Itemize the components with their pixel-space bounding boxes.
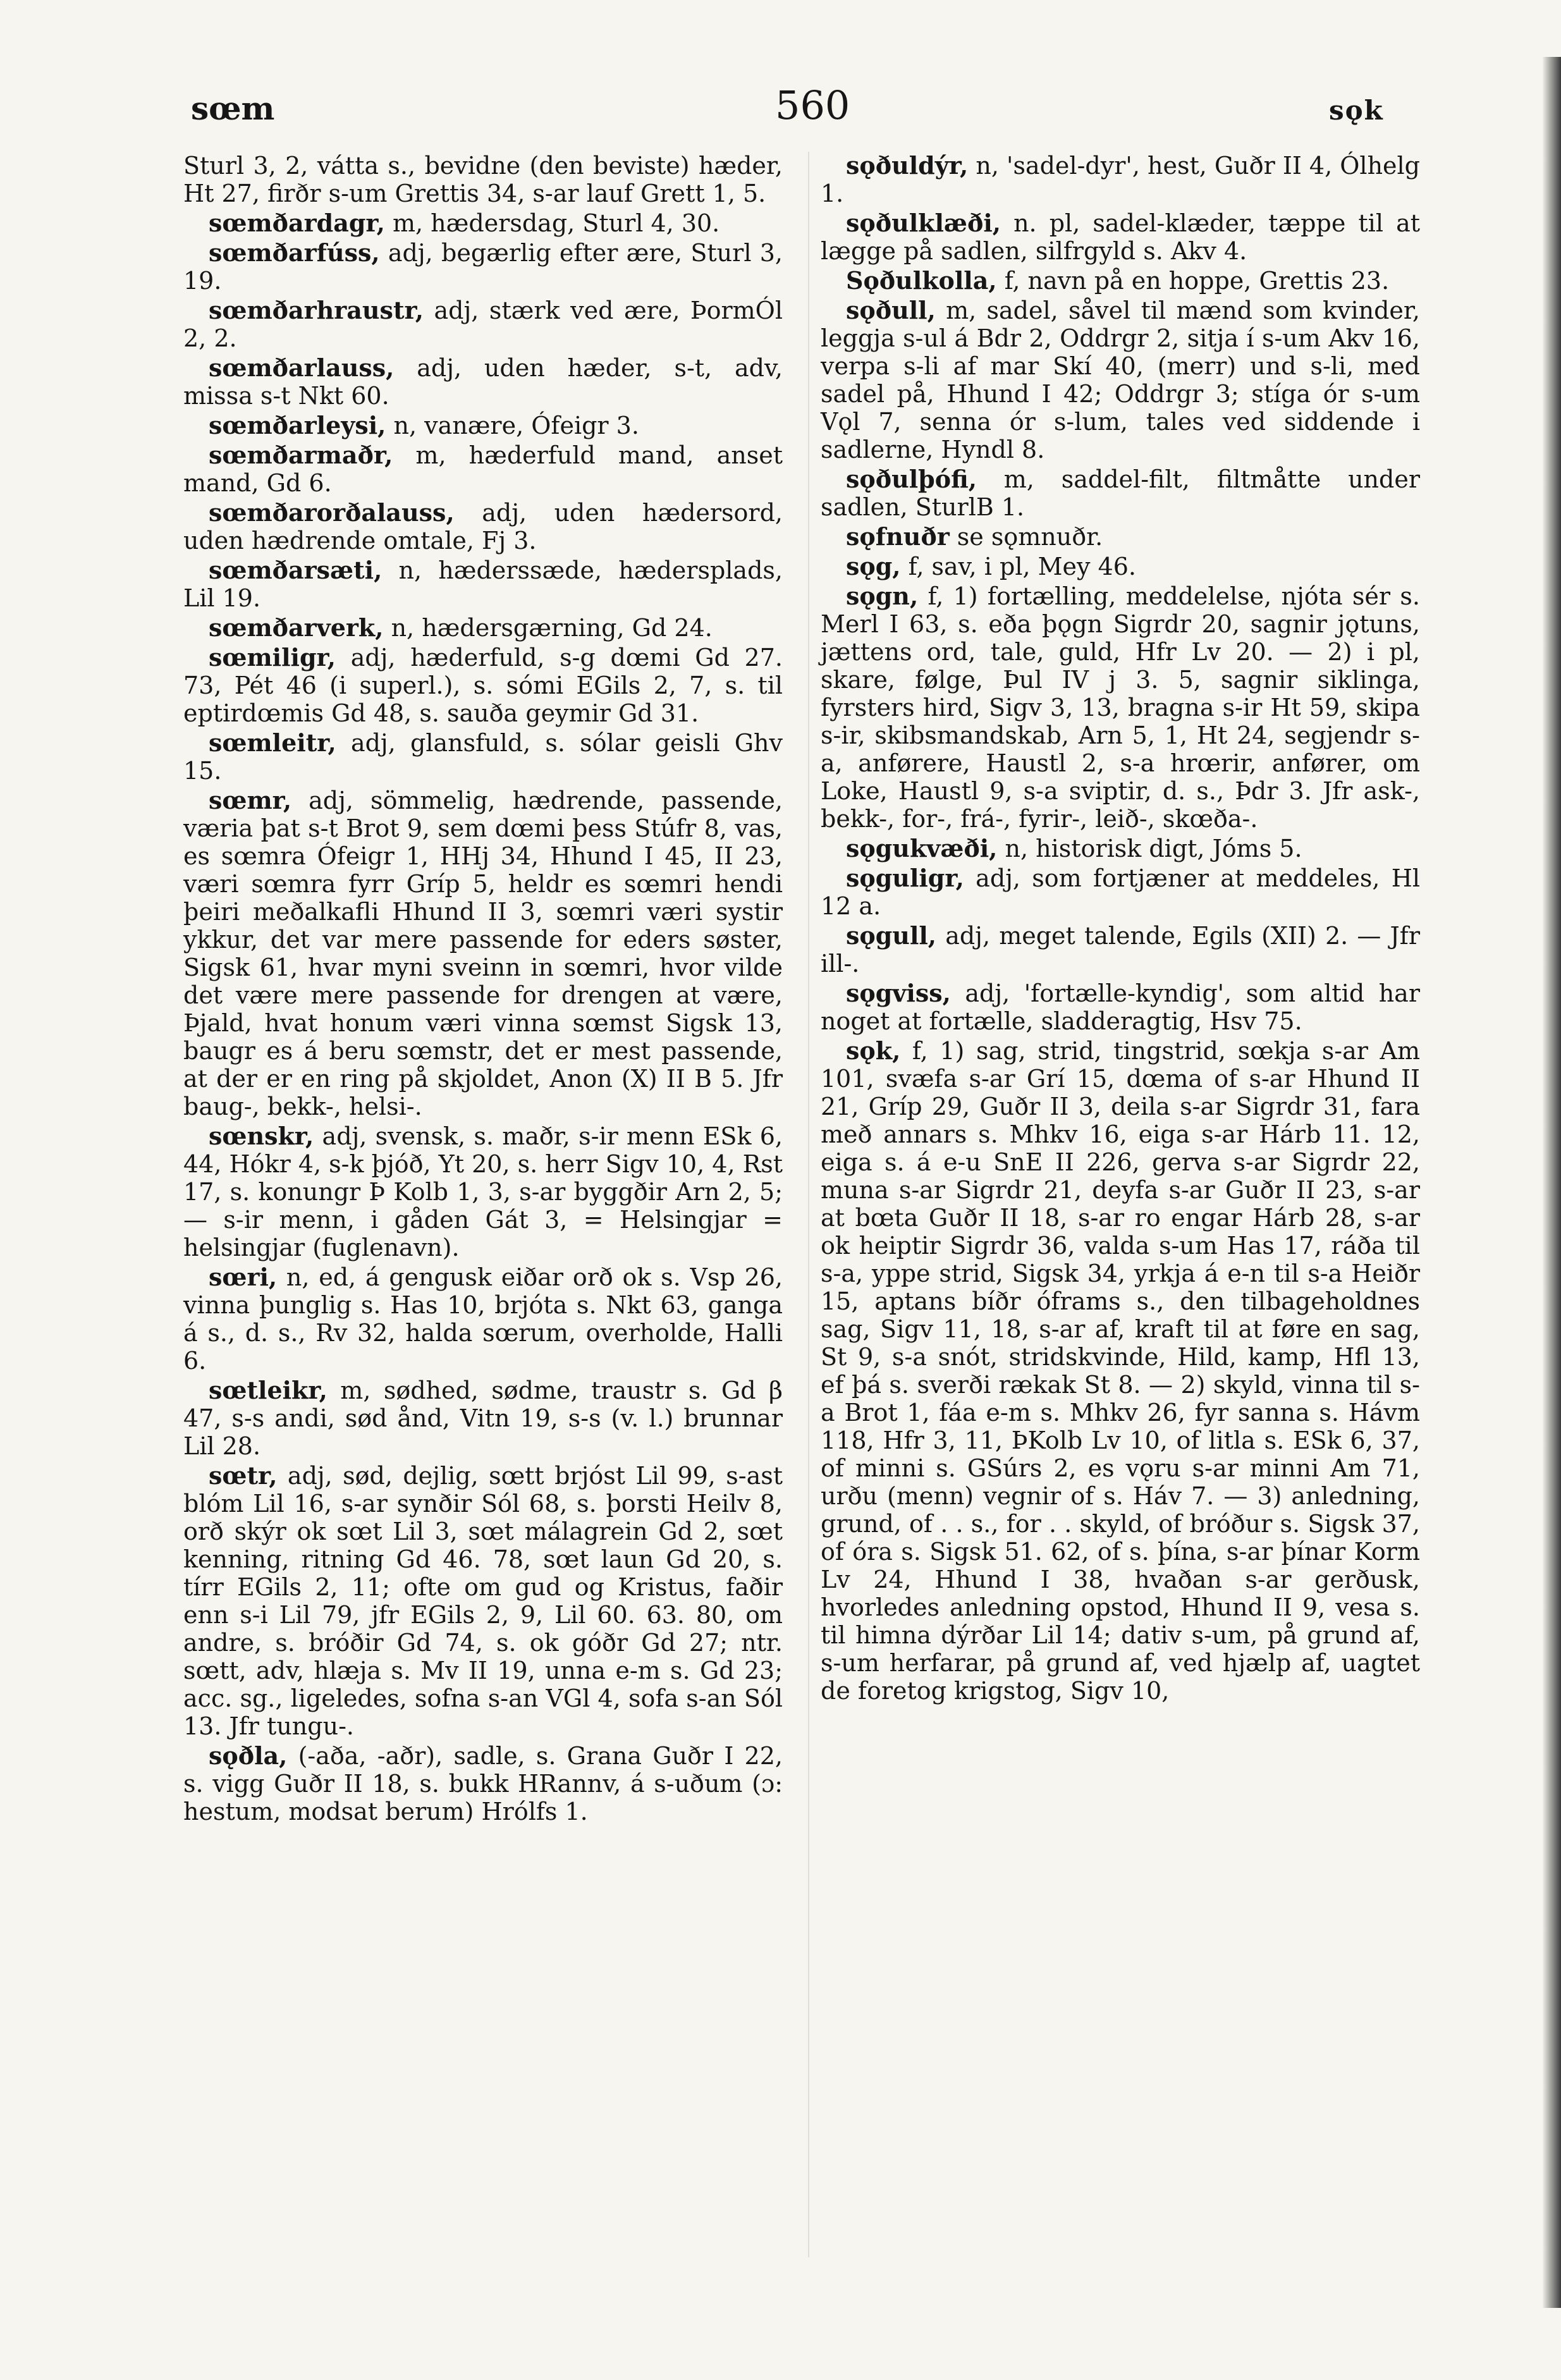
dictionary-entry (821, 864, 1420, 920)
entry-text: n, hæderssæde, hædersplads, Lil 19. (183, 556, 783, 612)
dictionary-entry (183, 644, 783, 727)
dictionary-entry (183, 1462, 783, 1740)
dictionary-entry (821, 152, 1420, 207)
right-column (821, 152, 1420, 1707)
entry-text: f, sav, i pl, Mey 46. (900, 553, 1137, 580)
entry-headword: sœmiligr, (209, 643, 336, 672)
entry-text: se sǫmnuðr. (949, 523, 1103, 551)
dictionary-entry (183, 152, 783, 207)
entry-headword: sœmðarorðalauss, (209, 498, 455, 527)
entry-text: adj, glansfuld, s. sólar geisli Ghv 15. (183, 729, 783, 785)
entry-text: adj, begærlig efter ære, Sturl 3, 19. (183, 239, 783, 295)
entry-text: n, historisk digt, Jóms 5. (997, 835, 1302, 862)
entry-text: adj, sömmelig, hædrende, passende, væria þat s-t Brot 9, sem dœmi þess Stúfr 8, vas, es sœmra Ófeigr 1, HHj 34, Hhund I 45, II 23, væri sœmra fyrr Gríp 5, heldr es sœmri hendi þeiri meðalkafli Hhund II 3, sœmri væri systir ykkur, det var mere passende for eders søster, Sigsk 61, hvar myni sveinn in sœmri, hvor vilde det være mere passende for drengen at være, Þjald, hvat honum væri vinna sœmst Sigsk 13, baugr es á beru sœmstr, det er mest passende, at der er en ring på skjoldet, Anon (X) II B 5. Jfr baug-, bekk-, helsi-. (183, 787, 783, 1120)
entry-text: (-aða, -aðr), sadle, s. Grana Guðr I 22, s. vigg Guðr II 18, s. bukk HRannv, á s-uðum (ɔ: hestum, modsat berum) Hrólfs 1. (183, 1742, 783, 1825)
dictionary-entry (183, 1742, 783, 1825)
entry-headword: sœri, (209, 1263, 278, 1291)
dictionary-entry (821, 209, 1420, 265)
dictionary-entry (183, 499, 783, 555)
entry-headword: sǫðla, (209, 1741, 288, 1770)
entry-headword: sœmleitr, (209, 728, 336, 757)
dictionary-entry (183, 787, 783, 1120)
entry-headword: sœmðarverk, (209, 613, 384, 642)
dictionary-entry (821, 553, 1420, 580)
right-guide-word: sǫk (1329, 95, 1384, 126)
entry-text: m, hæderfuld mand, anset mand, Gd 6. (183, 441, 783, 497)
page-edge-shadow (1543, 57, 1561, 2308)
entry-headword: sǫðulklæði, (846, 209, 1001, 237)
entry-text: m, saddel-filt, filtmåtte under sadlen, SturlB 1. (821, 465, 1420, 521)
page-number: 560 (775, 82, 850, 128)
entry-headword: sœnskr, (209, 1122, 314, 1150)
entry-headword: sœmðardagr, (209, 209, 385, 237)
entry-headword: sǫgukvæði, (846, 834, 998, 862)
entry-text: m, sadel, såvel til mænd som kvinder, leggja s-ul á Bdr 2, Oddrgr 2, sitja í s-um Akv 16, verpa s-li af mar Skí 40, (merr) und s-li, med sadel på, Hhund I 42; Oddrgr 3; stíga ór s-um Vǫl 7, senna ór s-lum, tales ved siddende i sadlerne, Hyndl 8. (821, 297, 1420, 463)
dictionary-entry (821, 465, 1420, 521)
entry-text: adj, meget talende, Egils (XII) 2. — Jfr ill-. (821, 922, 1420, 978)
entry-headword: sǫðull, (846, 296, 936, 324)
entry-text: adj, uden hæder, s-t, adv, missa s-t Nkt 60. (183, 354, 783, 410)
entry-headword: sœmðarmaðr, (209, 441, 393, 469)
dictionary-entry (183, 1263, 783, 1375)
entry-text: adj, svensk, s. maðr, s-ir menn ESk 6, 44, Hókr 4, s-k þjóð, Yt 20, s. herr Sigv 10, 4, Rst 17, s. konungr Þ Kolb 1, 3, s-ar byggðir Arn 2, 5; — s-ir menn, i gåden Gát 3, = Helsingjar = helsingjar (fuglenavn). (183, 1122, 783, 1261)
dictionary-entry (183, 412, 783, 439)
dictionary-entry (821, 979, 1420, 1035)
left-column (183, 152, 783, 1827)
entry-headword: sœmðarsæti, (209, 556, 383, 584)
dictionary-entry (183, 1377, 783, 1460)
dictionary-entry (821, 523, 1420, 551)
dictionary-entry (183, 209, 783, 237)
column-gutter (808, 152, 809, 2257)
dictionary-entry (183, 239, 783, 295)
entry-text: f, 1) fortælling, meddelelse, njóta sér s. Merl I 63, s. eða þǫgn Sigrdr 20, sagnir jǫtuns, jættens ord, tale, guld, Hfr Lv 20. — 2) i pl, skare, følge, Þul IV j 3. 5, sagnir siklinga, fyrsters hird, Sigv 3, 13, bragna s-ir Ht 59, skipa s-ir, skibsmandskab, Arn 5, 1, Ht 24, segjendr s-a, anførere, Haustl 2, s-a hrœrir, anfører, om Loke, Haustl 9, s-a sviptir, d. s., Þdr 3. Jfr ask-, bekk-, for-, frá-, fyrir-, leið-, skœða-. (821, 582, 1420, 833)
entry-text: adj, hæderfuld, s-g dœmi Gd 27. 73, Pét 46 (i superl.), s. sómi EGils 2, 7, s. til eptirdœmis Gd 48, s. sauða geymir Gd 31. (183, 644, 783, 727)
entry-headword: sœmðarhraustr, (209, 296, 424, 324)
page-header (0, 82, 1561, 139)
entry-text: n, vanære, Ófeigr 3. (386, 412, 639, 439)
entry-text: adj, sød, dejlig, sœtt brjóst Lil 99, s-ast blóm Lil 16, s-ar synðir Sól 68, s. þorsti Heilv 8, orð skýr ok sœt Lil 3, sœt málagrein Gd 2, sœt kenning, ritning Gd 46. 78, sœt laun Gd 20, s. tírr EGils 2, 11; ofte om gud og Kristus, faðir enn s-i Lil 79, jfr EGils 2, 9, Lil 60. 63. 80, om andre, s. bróðir Gd 74, s. ok góðr Gd 27; ntr. sœtt, adv, hlæja s. Mv II 19, unna e-m s. Gd 23; acc. sg., ligeledes, sofna s-an VGl 4, sofa s-an Sól 13. Jfr tungu-. (183, 1462, 783, 1740)
entry-headword: sœmðarfúss, (209, 238, 380, 267)
dictionary-entry (183, 297, 783, 352)
dictionary-entry (821, 1037, 1420, 1705)
dictionary-entry (183, 614, 783, 642)
dictionary-entry (183, 441, 783, 497)
dictionary-entry (183, 354, 783, 410)
dictionary-entry (821, 582, 1420, 833)
entry-text: adj, som fortjæner at meddeles, Hl 12 a. (821, 864, 1420, 920)
dictionary-entry (183, 729, 783, 785)
entry-text: n. pl, sadel-klæder, tæppe til at lægge på sadlen, silfrgyld s. Akv 4. (821, 209, 1420, 265)
entry-headword: sǫg, (846, 552, 901, 580)
dictionary-entry (821, 267, 1420, 295)
entry-text: f, 1) sag, strid, tingstrid, sœkja s-ar Am 101, svæfa s-ar Grí 15, dœma of s-ar Hhund II 21, Gríp 29, Guðr II 3, deila s-ar Sigrdr 31, fara með annars s. Mhkv 16, eiga s-ar Hárb 11. 12, eiga s. á e-u SnE II 226, gerva s-ar Sigrdr 22, muna s-ar Sigrdr 21, deyfa s-ar Guðr II 23, s-ar at bœta Guðr II 18, s-ar ro engar Hárb 28, s-ar ok heiptir Sigrdr 36, valda s-um Has 17, ráða til s-a, yppe strid, Sigsk 34, yrkja á e-n til s-a Heiðr 15, aptans bíðr óframs s., den tilbageholdnes sag, Sigv 11, 18, s-ar af, kraft til at føre en sag, St 9, s-a snót, stridskvinde, Hild, kamp, Hfl 13, ef þá s. sverði rækak St 8. — 2) skyld, vinna til s-a Brot 1, fáa e-m s. Mhkv 26, fyr sanna s. Hávm 118, Hfr 3, 11, ÞKolb Lv 10, of litla s. ESk 6, 37, of minni s. GSúrs 2, es vǫru s-ar minni Am 71, urðu (menn) vegnir of s. Háv 7. — 3) anledning, grund, of . . s., for . . skyld, of bróður s. Sigsk 37, of óra s. Sigsk 51. 62, of s. þína, s-ar þínar Korm Lv 24, Hhund I 38, hvaðan s-ar gerðusk, hvorledes anledning opstod, Hhund II 9, vesa s. til himna dýrðar Lil 14; dativ s-um, på grund af, s-um herfarar, på grund af, ved hjælp af, uagtet de foretog krigstog, Sigv 10, (821, 1037, 1420, 1705)
entry-headword: sœtleikr, (209, 1376, 328, 1404)
entry-text: n, 'sadel-dyr', hest, Guðr II 4, Ólhelg 1. (821, 152, 1421, 207)
entry-text: m, sødhed, sødme, traustr s. Gd β 47, s-s andi, sød ånd, Vitn 19, s-s (v. l.) brunnar Lil 28. (183, 1377, 783, 1460)
entry-headword: sœtr, (209, 1461, 278, 1490)
entry-headword: sǫðuldýr, (846, 151, 969, 180)
dictionary-entry (183, 1122, 783, 1261)
entry-headword: sǫgviss, (846, 979, 951, 1007)
entry-headword: sœmðarlauss, (209, 353, 395, 382)
entry-headword: sǫgull, (846, 921, 937, 950)
entry-headword: sǫguligr, (846, 864, 964, 892)
entry-headword: sǫgn, (846, 582, 919, 610)
entry-text: adj, 'fortælle-kyndig', som altid har noget at fortælle, sladderagtig, Hsv 75. (821, 979, 1420, 1035)
entry-text: adj, stærk ved ære, ÞormÓl 2, 2. (183, 297, 783, 352)
entry-headword: sǫfnuðr (846, 522, 950, 551)
entry-headword: sǫk, (846, 1036, 901, 1065)
entry-headword: sǫðulþófi, (846, 465, 977, 493)
dictionary-entry (821, 297, 1420, 463)
entry-headword: Sǫðulkolla, (846, 266, 997, 295)
entry-text: n, ed, á gengusk eiðar orð ok s. Vsp 26, vinna þunglig s. Has 10, brjóta s. Nkt 63, ganga á s., d. s., Rv 32, halda sœrum, overholde, Halli 6. (183, 1263, 783, 1375)
left-guide-word: sœm (191, 90, 275, 127)
dictionary-entry (821, 922, 1420, 978)
entry-text: f, navn på en hoppe, Grettis 23. (996, 267, 1390, 295)
dictionary-entry (183, 556, 783, 612)
entry-text: Sturl 3, 2, vátta s., bevidne (den beviste) hæder, Ht 27, firðr s-um Grettis 34, s-ar lauf Grett 1, 5. (183, 152, 783, 207)
dictionary-entry (821, 835, 1420, 862)
entry-headword: sœmðarleysi, (209, 411, 386, 439)
entry-text: n, hædersgærning, Gd 24. (383, 614, 713, 642)
entry-text: adj, uden hædersord, uden hædrende omtale, Fj 3. (183, 499, 783, 555)
entry-text: m, hædersdag, Sturl 4, 30. (384, 209, 720, 237)
entry-headword: sœmr, (209, 786, 292, 814)
